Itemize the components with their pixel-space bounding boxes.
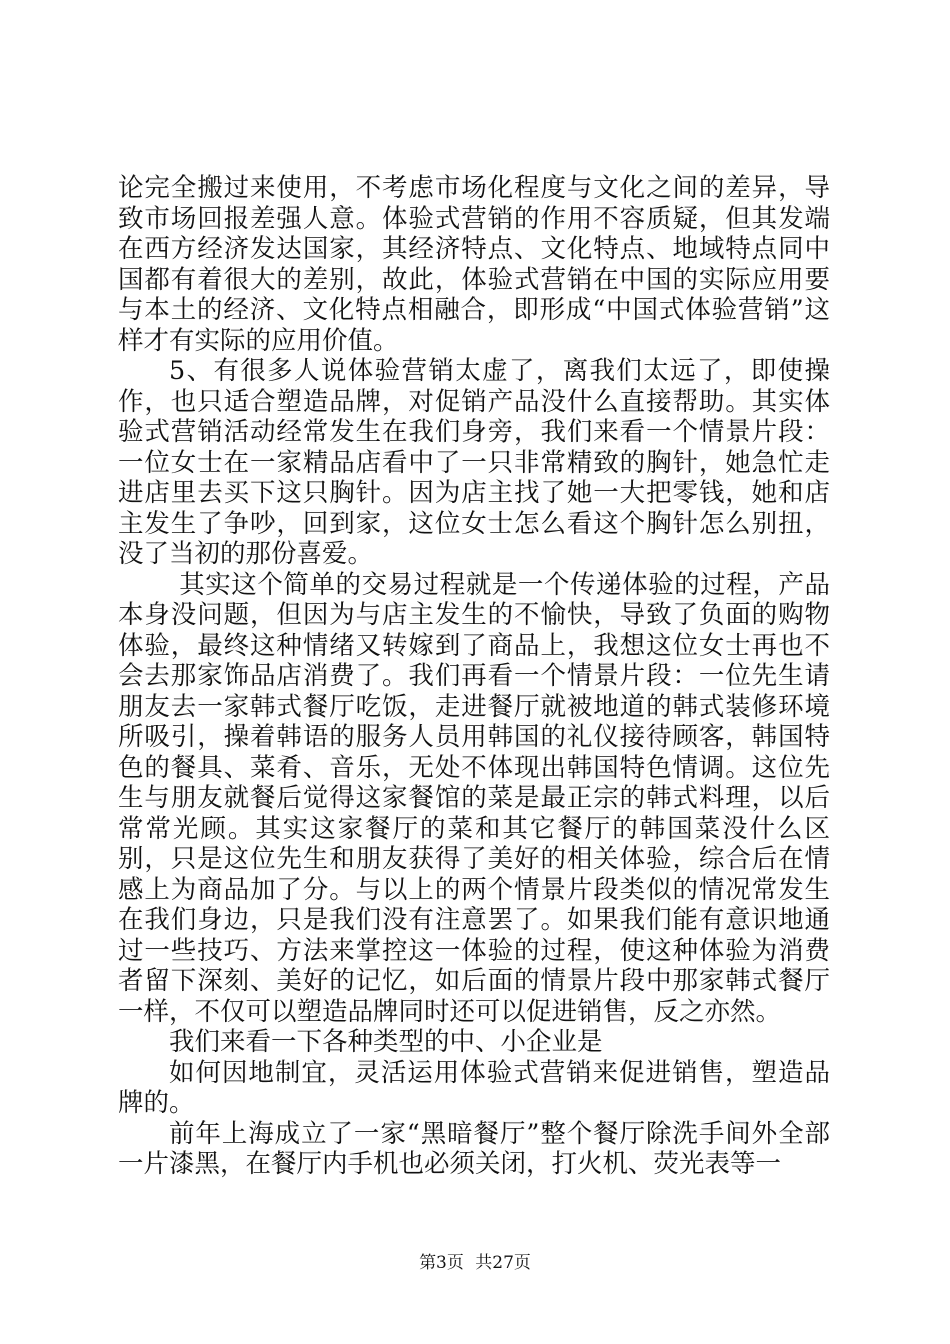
paragraph: 如何因地制宜，灵活运用体验式营销来促进销售，塑造品牌的。 <box>118 1057 830 1118</box>
page-total: 共27页 <box>475 1253 531 1273</box>
paragraph: 前年上海成立了一家“黑暗餐厅”整个餐厅除洗手间外全部一片漆黑，在餐厅内手机也必须关闭，打火机、荧光表等一 <box>118 1118 830 1179</box>
document-body <box>118 173 830 1180</box>
paragraph: 论完全搬过来使用，不考虑市场化程度与文化之间的差异，导致市场回报差强人意。体验式营销的作用不容质疑，但其发端在西方经济发达国家，其经济特点、文化特点、地域特点同中国都有着很大的差别，故此，体验式营销在中国的实际应用要与本土的经济、文化特点相融合，即形成“中国式体验营销”这样才有实际的应用价值。 <box>118 173 830 356</box>
paragraph: 其实这个简单的交易过程就是一个传递体验的过程，产品本身没问题，但因为与店主发生的不愉快，导致了负面的购物体验，最终这种情绪又转嫁到了商品上，我想这位女士再也不会去那家饰品店消费了。我们再看一个情景片段：一位先生请朋友去一家韩式餐厅吃饭，走进餐厅就被地道的韩式装修环境所吸引，操着韩语的服务人员用韩国的礼仪接待顾客，韩国特色的餐具、菜肴、音乐，无处不体现出韩国特色情调。这位先生与朋友就餐后觉得这家餐馆的菜是最正宗的韩式料理，以后常常光顾。其实这家餐厅的菜和其它餐厅的韩国菜没什么区别，只是这位先生和朋友获得了美好的相关体验，综合后在情感上为商品加了分。与以上的两个情景片段类似的情况常发生在我们身边，只是我们没有注意罢了。如果我们能有意识地通过一些技巧、方法来掌控这一体验的过程，使这种体验为消费者留下深刻、美好的记忆，如后面的情景片段中那家韩式餐厅一样，不仅可以塑造品牌同时还可以促进销售，反之亦然。 <box>118 569 830 1027</box>
page-footer <box>0 1248 950 1273</box>
paragraph: 我们来看一下各种类型的中、小企业是 <box>169 1027 603 1057</box>
page-number: 第3页 <box>419 1253 464 1273</box>
paragraph: 5、有很多人说体验营销太虚了，离我们太远了，即使操作，也只适合塑造品牌，对促销产品没什么直接帮助。其实体验式营销活动经常发生在我们身旁，我们来看一个情景片段：一位女士在一家精品店看中了一只非常精致的胸针，她急忙走进店里去买下这只胸针。因为店主找了她一大把零钱，她和店主发生了争吵，回到家，这位女士怎么看这个胸针怎么别扭，没了当初的那份喜爱。 <box>118 356 830 569</box>
